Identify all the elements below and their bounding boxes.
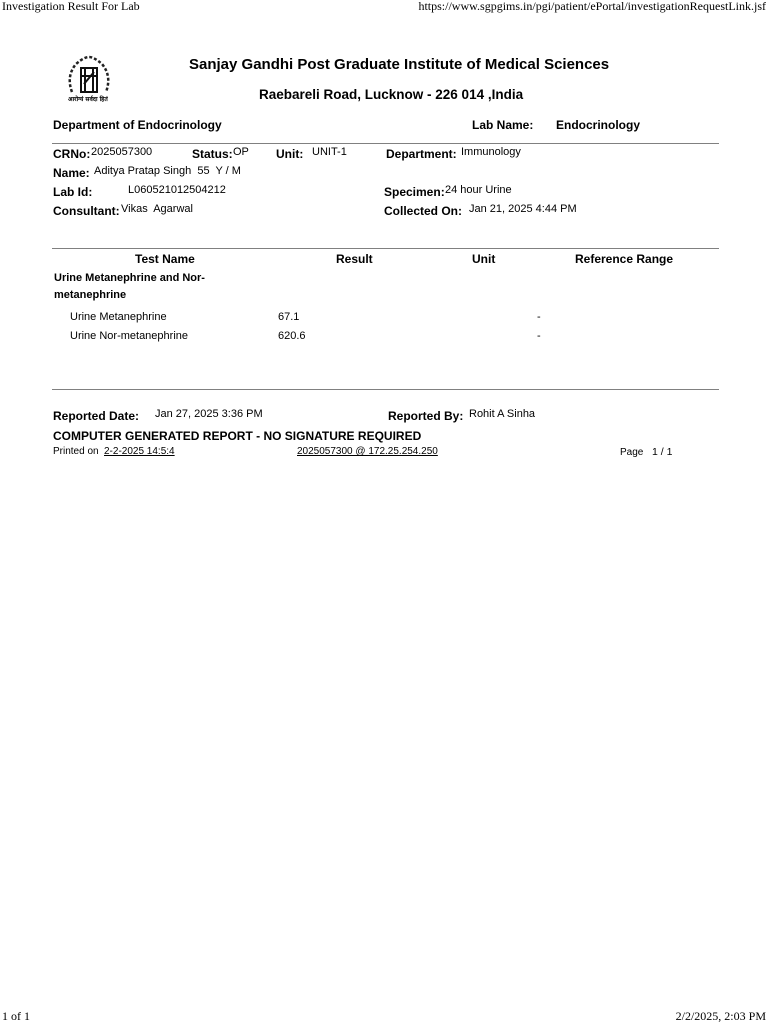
department-heading: Department of Endocrinology — [53, 118, 222, 132]
crno-value: 2025057300 — [91, 146, 153, 158]
name-value: Aditya Pratap Singh 55 Y / M — [94, 165, 241, 177]
unit-value: UNIT-1 — [312, 146, 347, 158]
browser-page-title: Investigation Result For Lab — [2, 0, 140, 13]
lab-name-label: Lab Name: — [472, 118, 534, 132]
lab-name-value: Endocrinology — [556, 118, 640, 132]
unit-label: Unit: — [276, 147, 304, 161]
consultant-label: Consultant: — [53, 204, 120, 218]
collected-value: Jan 21, 2025 4:44 PM — [469, 203, 577, 215]
print-reference: 2025057300 @ 172.25.254.250 — [297, 446, 438, 457]
printed-on-label: Printed on — [53, 446, 99, 457]
divider — [52, 248, 719, 249]
printed-on-value: 2-2-2025 14:5:4 — [104, 446, 175, 457]
divider — [52, 143, 719, 144]
reported-date-label: Reported Date: — [53, 409, 140, 423]
col-unit: Unit — [472, 252, 496, 266]
test-group-line1: Urine Metanephrine and Nor- — [54, 272, 205, 284]
logo-motto: आरोग्यं सर्वदा हितं — [68, 96, 108, 103]
computer-generated-note: COMPUTER GENERATED REPORT - NO SIGNATURE REQUIRED — [53, 429, 422, 443]
status-label: Status: — [192, 147, 233, 161]
browser-print-datetime: 2/2/2025, 2:03 PM — [675, 1009, 766, 1023]
reported-by-value: Rohit A Sinha — [469, 408, 536, 420]
browser-url: https://www.sgpgims.in/pgi/patient/ePortal/investigationRequestLink.jsf — [418, 0, 766, 13]
row-test-name: Urine Metanephrine — [70, 311, 167, 323]
browser-page-count: 1 of 1 — [2, 1009, 30, 1023]
specimen-value: 24 hour Urine — [445, 184, 512, 196]
row-result: 67.1 — [278, 311, 300, 323]
name-label: Name: — [53, 166, 90, 180]
status-value: OP — [233, 146, 249, 158]
reported-date-value: Jan 27, 2025 3:36 PM — [155, 408, 263, 420]
col-test-name: Test Name — [135, 252, 195, 266]
crno-label: CRNo: — [53, 147, 91, 161]
col-reference-range: Reference Range — [575, 252, 674, 266]
specimen-label: Specimen: — [384, 185, 445, 199]
page-number: 1 / 1 — [652, 446, 673, 458]
collected-label: Collected On: — [384, 204, 463, 218]
page-label: Page — [620, 447, 644, 458]
reported-by-label: Reported By: — [388, 409, 464, 423]
row-reference-range: - — [537, 311, 541, 323]
consultant-value: Vikas Agarwal — [121, 203, 193, 215]
row-reference-range: - — [537, 330, 541, 342]
labid-label: Lab Id: — [53, 185, 93, 199]
institute-address: Raebareli Road, Lucknow - 226 014 ,India — [259, 87, 524, 102]
row-result: 620.6 — [278, 330, 306, 342]
institute-logo — [66, 54, 112, 106]
col-result: Result — [336, 252, 373, 266]
labid-value: L060521012504212 — [128, 184, 226, 196]
row-test-name: Urine Nor-metanephrine — [70, 330, 188, 342]
test-group-line2: metanephrine — [54, 289, 127, 301]
institute-name: Sanjay Gandhi Post Graduate Institute of Medical Sciences — [189, 56, 610, 73]
department-value: Immunology — [461, 146, 521, 158]
divider — [52, 389, 719, 390]
department-label: Department: — [386, 147, 457, 161]
